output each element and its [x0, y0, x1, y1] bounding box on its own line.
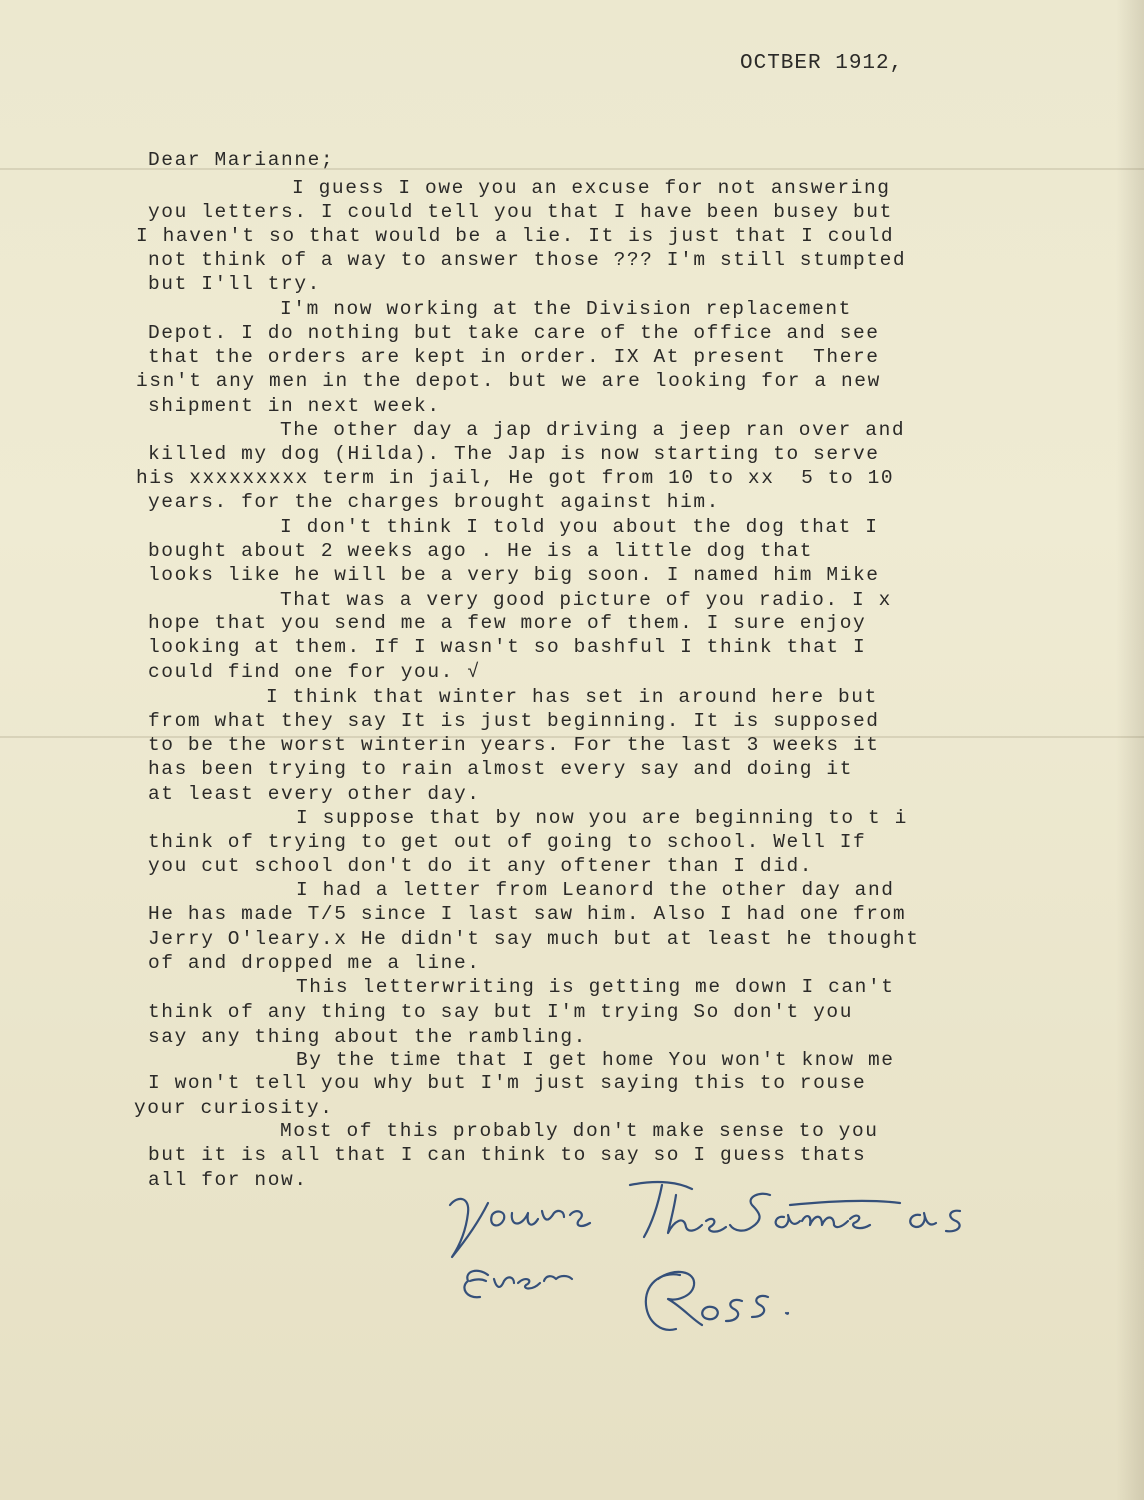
body-line: Most of this probably don't make sense to you [280, 1120, 879, 1142]
body-line: I haven't so that would be a lie. It is just that I could [136, 225, 895, 247]
body-line: I suppose that by now you are beginning to t i [296, 807, 908, 829]
body-line: I won't tell you why but I'm just saying this to rouse [148, 1072, 867, 1094]
body-line: Jerry O'leary.x He didn't say much but at least he thought [148, 928, 920, 950]
body-line: I guess I owe you an excuse for not answering [292, 177, 891, 199]
body-line: shipment in next week. [148, 395, 441, 417]
body-line: all for now. [148, 1169, 308, 1191]
body-line: He has made T/5 since I last saw him. Also I had one from [148, 903, 907, 925]
body-line: has been trying to rain almost every say and doing it [148, 758, 854, 780]
body-line: years. for the charges brought against him. [148, 491, 720, 513]
body-line: looking at them. If I wasn't so bashful I think that I [148, 636, 867, 658]
body-line: Depot. I do nothing but take care of the office and see [148, 322, 880, 344]
salutation: Dear Marianne; [148, 149, 335, 171]
body-line: isn't any men in the depot. but we are looking for a new [136, 370, 881, 392]
body-line: of and dropped me a line. [148, 952, 481, 974]
body-line: his xxxxxxxxx term in jail, He got from 10 to xx 5 to 10 [136, 467, 895, 489]
body-line: not think of a way to answer those ??? I'm still stumpted [148, 249, 907, 271]
body-line: say any thing about the rambling. [148, 1026, 587, 1048]
letter-date: OCTBER 1912, [740, 52, 904, 75]
body-line: from what they say It is just beginning. It is supposed [148, 710, 880, 732]
body-line: hope that you send me a few more of them. I sure enjoy [148, 612, 867, 634]
body-line: you letters. I could tell you that I have been busey but [148, 201, 893, 223]
body-line: but I'll try. [148, 273, 321, 295]
body-line: I think that winter has set in around here but [266, 686, 878, 708]
body-line: The other day a jap driving a jeep ran over and [280, 419, 906, 441]
paper-edge-shadow [1116, 0, 1144, 1500]
handwritten-signature [430, 1175, 1010, 1355]
body-line: think of any thing to say but I'm trying So don't you [148, 1001, 854, 1023]
body-line: could find one for you. √ [148, 661, 481, 683]
body-line: This letterwriting is getting me down I can't [296, 976, 895, 998]
body-line: I don't think I told you about the dog that I [280, 516, 879, 538]
body-line: your curiosity. [134, 1097, 334, 1119]
body-line: killed my dog (Hilda). The Jap is now starting to serve [148, 443, 880, 465]
body-line: I had a letter from Leanord the other day and [296, 879, 895, 901]
body-line: to be the worst winterin years. For the last 3 weeks it [148, 734, 880, 756]
body-line: you cut school don't do it any oftener than I did. [148, 855, 814, 877]
body-line: but it is all that I can think to say so I guess thats [148, 1144, 867, 1166]
body-line: that the orders are kept in order. IX At present There [148, 346, 880, 368]
body-line: at least every other day. [148, 783, 481, 805]
body-line: By the time that I get home You won't know me [296, 1049, 895, 1071]
body-line: bought about 2 weeks ago . He is a little dog that [148, 540, 814, 562]
body-line: I'm now working at the Division replacement [280, 298, 852, 320]
body-line: That was a very good picture of you radio. I x [280, 589, 892, 611]
body-line: think of trying to get out of going to school. Well If [148, 831, 867, 853]
body-line: looks like he will be a very big soon. I named him Mike [148, 564, 880, 586]
